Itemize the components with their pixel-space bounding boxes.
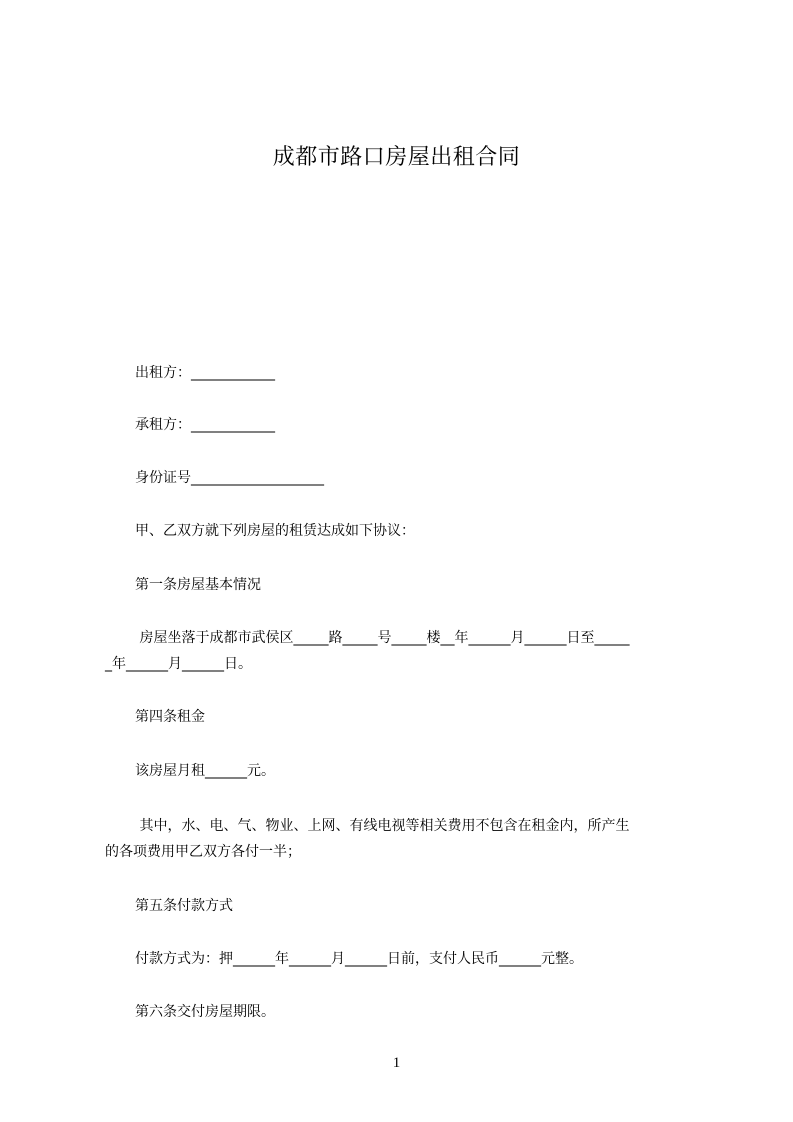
- article-5-heading: 第五条付款方式: [135, 898, 233, 914]
- article-1-heading: 第一条房屋基本情况: [135, 577, 261, 593]
- monthly-rent-line: 该房屋月租______元。: [135, 763, 275, 779]
- lessee-line: 承租方：____________: [135, 417, 275, 433]
- page-number: 1: [392, 1055, 401, 1071]
- article-4-heading: 第四条租金: [135, 709, 205, 725]
- payment-method-line: 付款方式为：押______年______月______日前，支付人民币______元整。: [135, 951, 583, 967]
- agreement-intro: 甲、乙双方就下列房屋的租赁达成如下协议：: [135, 523, 415, 539]
- id-number-line: 身份证号___________________: [135, 470, 324, 486]
- fees-paragraph: 其中，水、电、气、物业、上网、有线电视等相关费用不包含在租金内，所产生 的各项费用甲乙双方各付一半；: [105, 818, 630, 860]
- article-6-heading: 第六条交付房屋期限。: [135, 1004, 275, 1020]
- house-location-paragraph: 房屋坐落于成都市武侯区_____路_____号_____楼__年______月______日至_____ _年______月______日。: [105, 630, 630, 672]
- document-title: 成都市路口房屋出租合同: [272, 145, 521, 170]
- lessor-line: 出租方：____________: [135, 365, 275, 381]
